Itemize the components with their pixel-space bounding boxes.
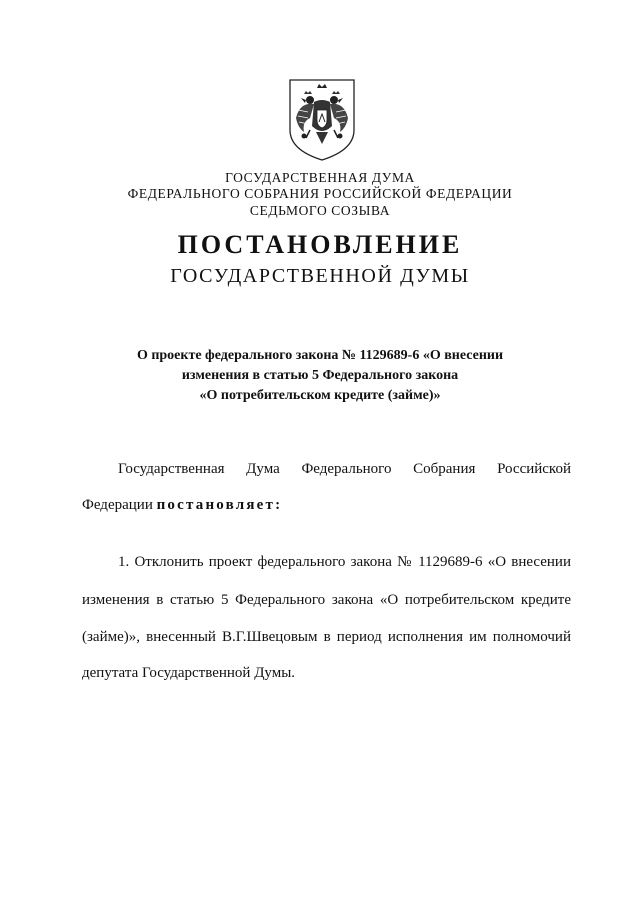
preamble-line1: Государственная Дума Федерального Собрания Российской — [118, 461, 571, 477]
coat-of-arms-icon — [288, 78, 356, 162]
clause1-line3: (займе)», внесенный В.Г.Швецовым в период исполнения им полномочий — [82, 629, 571, 645]
clause1-line1: 1. Отклонить проект федерального закона № 1129689-6 «О внесении — [118, 554, 571, 570]
subject-line2: изменения в статью 5 Федерального закона — [181, 368, 459, 383]
resolution-verb: постановляет: — [156, 497, 283, 513]
document-type-title: ПОСТАНОВЛЕНИЕ — [177, 230, 463, 259]
preamble-line2 — [82, 497, 571, 514]
convocation-line: СЕДЬМОГО СОЗЫВА — [249, 203, 391, 218]
subject-line3: «О потребительском кредите (займе)» — [199, 388, 441, 403]
subject-line1: О проекте федерального закона № 1129689-6 «О внесении — [136, 348, 504, 363]
clause1-line2: изменения в статью 5 Федерального закона «О потребительском кредите — [82, 592, 571, 608]
org-name-line2: ФЕДЕРАЛЬНОГО СОБРАНИЯ РОССИЙСКОЙ ФЕДЕРАЦИИ — [127, 186, 513, 201]
preamble-text: Федерации — [82, 497, 157, 513]
clause1-line4: депутата Государственной Думы. — [82, 665, 296, 681]
org-name-line1: ГОСУДАРСТВЕННАЯ ДУМА — [225, 170, 415, 185]
document-issuer: ГОСУДАРСТВЕННОЙ ДУМЫ — [170, 265, 470, 287]
